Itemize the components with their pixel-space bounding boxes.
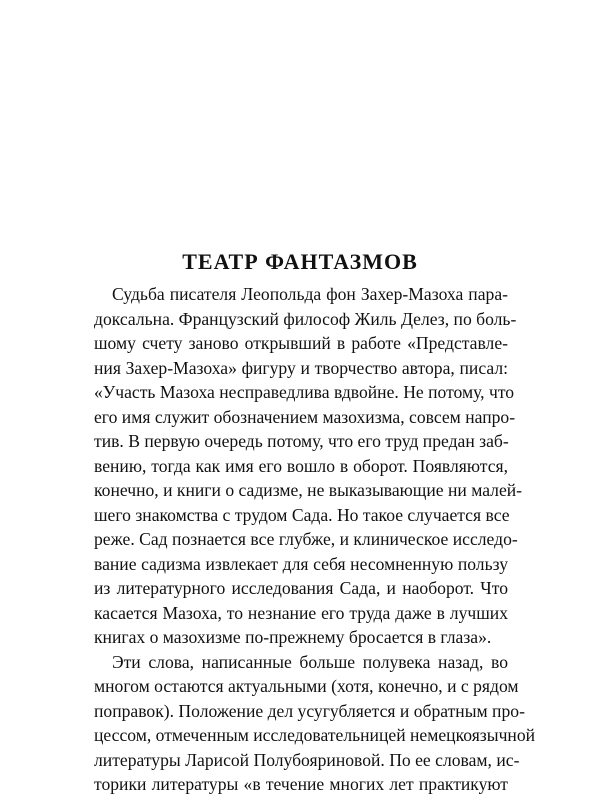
text-line: вание садизма извлекает для себя несомненную пользу	[94, 553, 508, 574]
text-line: Эти слова, написанные больше полувека назад, во	[112, 651, 508, 672]
text-line: из литературного исследования Сада, и наоборот. Что	[94, 578, 508, 598]
text-line: многом остаются актуальными (хотя, конечно, и с рядом	[94, 676, 519, 696]
text-line: торики литературы «в течение многих лет практикуют	[94, 774, 508, 794]
text-line: вению, тогда как имя его вошло в оборот. Появляются,	[94, 455, 508, 476]
text-line: конечно, и книги о садизме, не выказывающие ни малей-	[94, 480, 523, 500]
text-line: шего знакомства с трудом Сада. Но такое случается все	[94, 504, 510, 525]
text-line: касается Мазоха, то незнание его труда даже в лучших	[94, 602, 508, 623]
text-line: поправок). Положение дел усугубляется и обратным про-	[94, 700, 525, 721]
text-line: ния Захер-Мазоха» фигуру и творчество автора, писал:	[94, 357, 508, 378]
text-line: цессом, отмеченным исследовательницей немецкоязычной	[94, 725, 536, 745]
text-line: его имя служит обозначением мазохизма, совсем напро-	[94, 406, 516, 427]
chapter-title: ТЕАТР ФАНТАЗМОВ	[182, 249, 418, 274]
body-text	[94, 282, 536, 797]
text-line: тив. В первую очередь потому, что его труд предан заб-	[94, 431, 509, 451]
text-line: реже. Сад познается все глубже, и клиническое исследо-	[94, 529, 518, 549]
text-line: литературы Ларисой Полубояриновой. По ее словам, ис-	[94, 749, 520, 770]
text-line: книгах о мазохизме по-прежнему бросается в глаза».	[94, 627, 492, 647]
text-line: Судьба писателя Леопольда фон Захер-Мазоха пара-	[112, 284, 508, 304]
text-line: доксальна. Французский философ Жиль Делез, по боль-	[94, 308, 517, 329]
text-line: «Участь Мазоха несправедлива вдвойне. Не потому, что	[94, 382, 515, 402]
text-line: шому счету заново открывший в работе «Представле-	[94, 333, 508, 353]
